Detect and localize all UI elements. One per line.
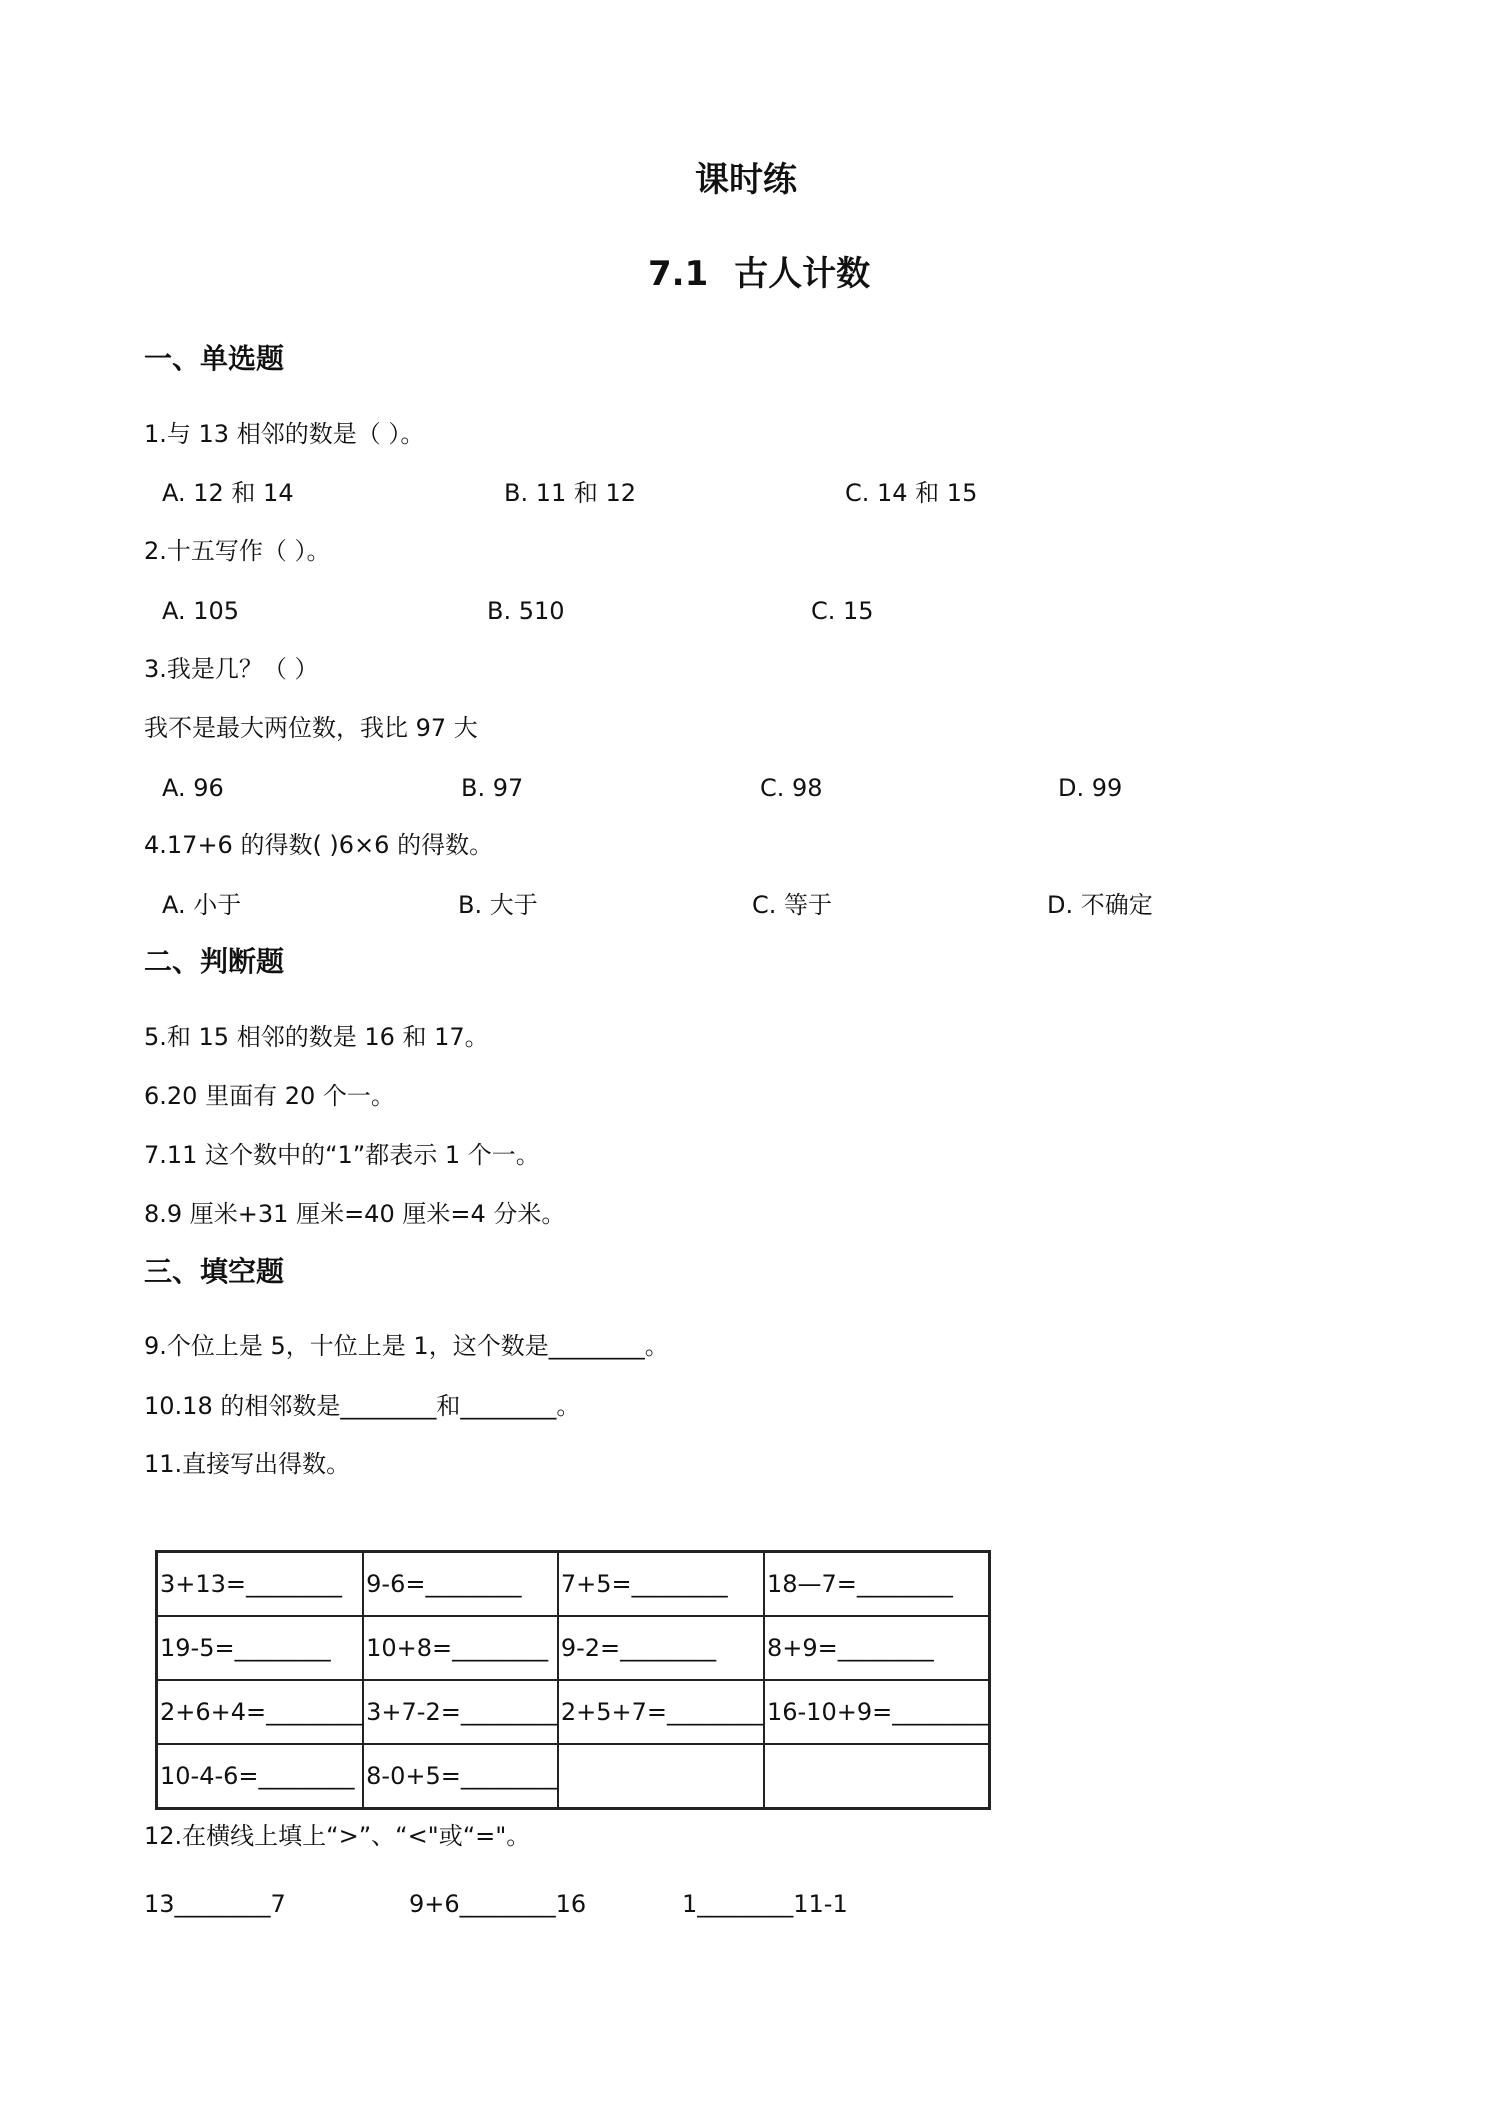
question-10: 10.18 的相邻数是________和________。 xyxy=(144,1392,581,1420)
q12-item-2: 9+6________16 xyxy=(409,1890,587,1918)
q4-option-b: B. 大于 xyxy=(458,891,538,919)
table-row xyxy=(157,1680,990,1744)
table-cell xyxy=(558,1744,764,1809)
q3-option-a: A. 96 xyxy=(162,774,224,802)
table-row xyxy=(157,1616,990,1680)
table-cell xyxy=(764,1744,990,1809)
q3-option-b: B. 97 xyxy=(461,774,524,802)
question-4-stem: 4.17+6 的得数( )6×6 的得数。 xyxy=(144,831,494,859)
q2-option-b: B. 510 xyxy=(487,597,565,625)
section-heading-single-choice: 一、单选题 xyxy=(144,342,285,375)
question-1-stem: 1.与 13 相邻的数是（ ）。 xyxy=(144,420,425,448)
table-cell: 3+7-2=________ xyxy=(363,1680,558,1744)
q2-option-a: A. 105 xyxy=(162,597,240,625)
table-row xyxy=(157,1744,990,1809)
table-cell: 2+5+7=________ xyxy=(558,1680,764,1744)
page-title: 课时练 xyxy=(695,160,797,200)
q12-item-1: 13________7 xyxy=(144,1890,286,1918)
calculation-table xyxy=(155,1550,991,1810)
table-cell: 19-5=________ xyxy=(157,1616,364,1680)
question-5: 5.和 15 相邻的数是 16 和 17。 xyxy=(144,1023,489,1051)
q1-option-b: B. 11 和 12 xyxy=(504,479,637,507)
table-cell: 10-4-6=________ xyxy=(157,1744,364,1809)
table-cell: 9-2=________ xyxy=(558,1616,764,1680)
question-12-stem: 12.在横线上填上“>”、“<"或“="。 xyxy=(144,1822,531,1850)
q4-option-a: A. 小于 xyxy=(162,891,242,919)
table-cell: 16-10+9=________ xyxy=(764,1680,990,1744)
lesson-subtitle xyxy=(648,254,870,294)
q4-option-c: C. 等于 xyxy=(752,891,833,919)
table-cell: 9-6=________ xyxy=(363,1552,558,1617)
table-cell: 10+8=________ xyxy=(363,1616,558,1680)
table-cell: 7+5=________ xyxy=(558,1552,764,1617)
question-3-stem: 3.我是几？（ ） xyxy=(144,655,319,683)
q1-option-a: A. 12 和 14 xyxy=(162,479,294,507)
question-9: 9.个位上是 5，十位上是 1，这个数是________。 xyxy=(144,1332,669,1360)
question-6: 6.20 里面有 20 个一。 xyxy=(144,1082,395,1110)
table-row xyxy=(157,1552,990,1617)
table-cell: 2+6+4=________ xyxy=(157,1680,364,1744)
q1-option-c: C. 14 和 15 xyxy=(845,479,978,507)
question-8: 8.9 厘米+31 厘米=40 厘米=4 分米。 xyxy=(144,1200,566,1228)
q4-option-d: D. 不确定 xyxy=(1047,891,1153,919)
question-3-context: 我不是最大两位数，我比 97 大 xyxy=(144,714,478,742)
lesson-name: 古人计数 xyxy=(734,254,871,294)
question-11-stem: 11.直接写出得数。 xyxy=(144,1450,351,1478)
section-heading-true-false: 二、判断题 xyxy=(144,945,285,978)
question-7: 7.11 这个数中的“1”都表示 1 个一。 xyxy=(144,1141,540,1169)
lesson-number: 7.1 xyxy=(648,254,709,294)
q3-option-c: C. 98 xyxy=(760,774,823,802)
q3-option-d: D. 99 xyxy=(1058,774,1123,802)
question-2-stem: 2.十五写作（ ）。 xyxy=(144,537,331,565)
table-cell: 8+9=________ xyxy=(764,1616,990,1680)
section-heading-fill-blank: 三、填空题 xyxy=(144,1255,285,1288)
q2-option-c: C. 15 xyxy=(811,597,874,625)
q12-item-3: 1________11-1 xyxy=(682,1890,848,1918)
table-cell: 3+13=________ xyxy=(157,1552,364,1617)
table-cell: 18—7=________ xyxy=(764,1552,990,1617)
table-cell: 8-0+5=________ xyxy=(363,1744,558,1809)
